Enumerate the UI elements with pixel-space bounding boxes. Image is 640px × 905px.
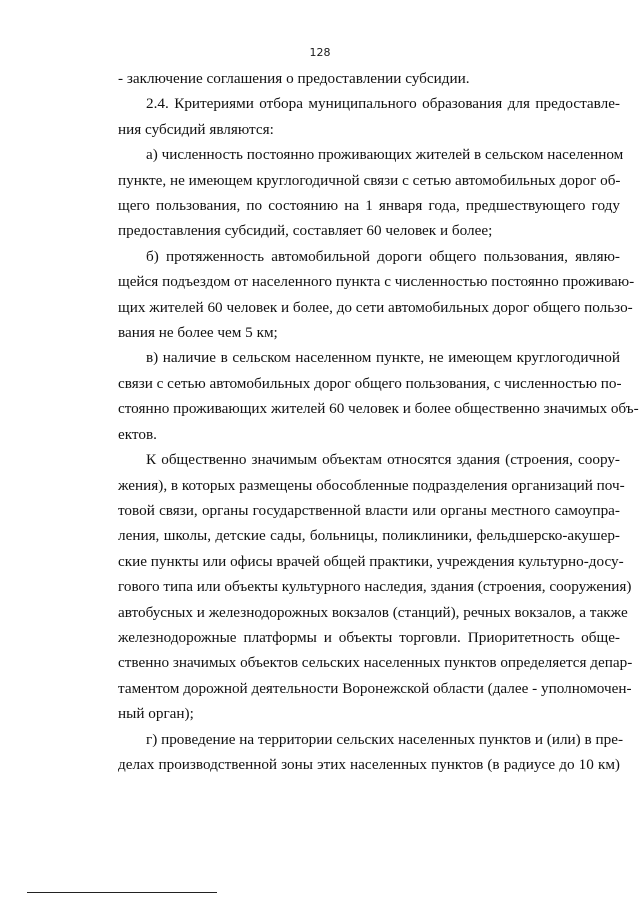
paragraph-criterion-b	[118, 244, 635, 346]
document-body	[118, 66, 639, 777]
text-line: в) наличие в сельском населенном пункте, не имеющем круглогодичной	[146, 349, 620, 367]
text-line: железнодорожные платформы и объекты торговли. Приоритетность обще-	[118, 628, 620, 646]
text-line: 2.4. Критериями отбора муниципального образования для предоставле-	[146, 95, 620, 113]
footnote-divider	[27, 892, 217, 893]
text-line: К общественно значимым объектам относятся здания (строения, соору-	[146, 451, 620, 469]
text-line: ские пункты или офисы врачей общей практики, учреждения культурно-досу-	[118, 552, 624, 570]
paragraph-significant-objects	[118, 447, 633, 726]
text-line: ния субсидий являются:	[118, 120, 274, 138]
text-line: ектов.	[118, 425, 157, 443]
text-line: таментом дорожной деятельности Воронежской области (далее - уполномочен-	[118, 679, 632, 697]
text-line: щего пользования, по состоянию на 1 января года, предшествующего году	[118, 197, 620, 215]
text-line: пункте, не имеющем круглогодичной связи с сетью автомобильных дорог об-	[118, 171, 621, 189]
text-line: ственно значимых объектов сельских населенных пунктов определяется депар-	[118, 654, 633, 672]
paragraph-criterion-a	[118, 142, 624, 244]
paragraph-criterion-d	[118, 727, 624, 778]
paragraph-subsidy-agreement	[118, 66, 620, 91]
text-line: г) проведение на территории сельских населенных пунктов и (или) в пре-	[146, 730, 624, 748]
paragraph-criterion-c	[118, 345, 639, 447]
text-line: ления, школы, детские сады, больницы, поликлиники, фельдшерско-акушер-	[118, 527, 620, 545]
text-line: - заключение соглашения о предоставлении субсидии.	[118, 70, 470, 87]
text-line: связи с сетью автомобильных дорог общего пользования, с численностью по-	[118, 374, 622, 392]
text-line: делах производственной зоны этих населенных пунктов (в радиусе до 10 км)	[118, 755, 620, 773]
text-line: б) протяженность автомобильной дороги общего пользования, являю-	[146, 247, 620, 265]
text-line: а) численность постоянно проживающих жителей в сельском населенном	[146, 146, 624, 164]
text-line: ный орган);	[118, 705, 194, 723]
text-line: щейся подъездом от населенного пункта с численностью постоянно проживаю-	[118, 273, 635, 291]
text-line: гового типа или объекты культурного наследия, здания (строения, сооружения)	[118, 578, 632, 596]
text-line: стоянно проживающих жителей 60 человек и более общественно значимых объ-	[118, 400, 639, 418]
page-number: 128	[309, 46, 331, 59]
text-line: вания не более чем 5 км;	[118, 324, 278, 342]
text-line: щих жителей 60 человек и более, до сети автомобильных дорог общего пользо-	[118, 298, 633, 316]
text-line: автобусных и железнодорожных вокзалов (станций), речных вокзалов, а также	[118, 603, 628, 621]
text-line: предоставления субсидий, составляет 60 человек и более;	[118, 222, 493, 240]
text-line: жения), в которых размещены обособленные подразделения организаций поч-	[118, 476, 625, 494]
paragraph-criteria-intro	[118, 91, 620, 142]
text-line: товой связи, органы государственной власти или органы местного самоупра-	[118, 501, 620, 519]
